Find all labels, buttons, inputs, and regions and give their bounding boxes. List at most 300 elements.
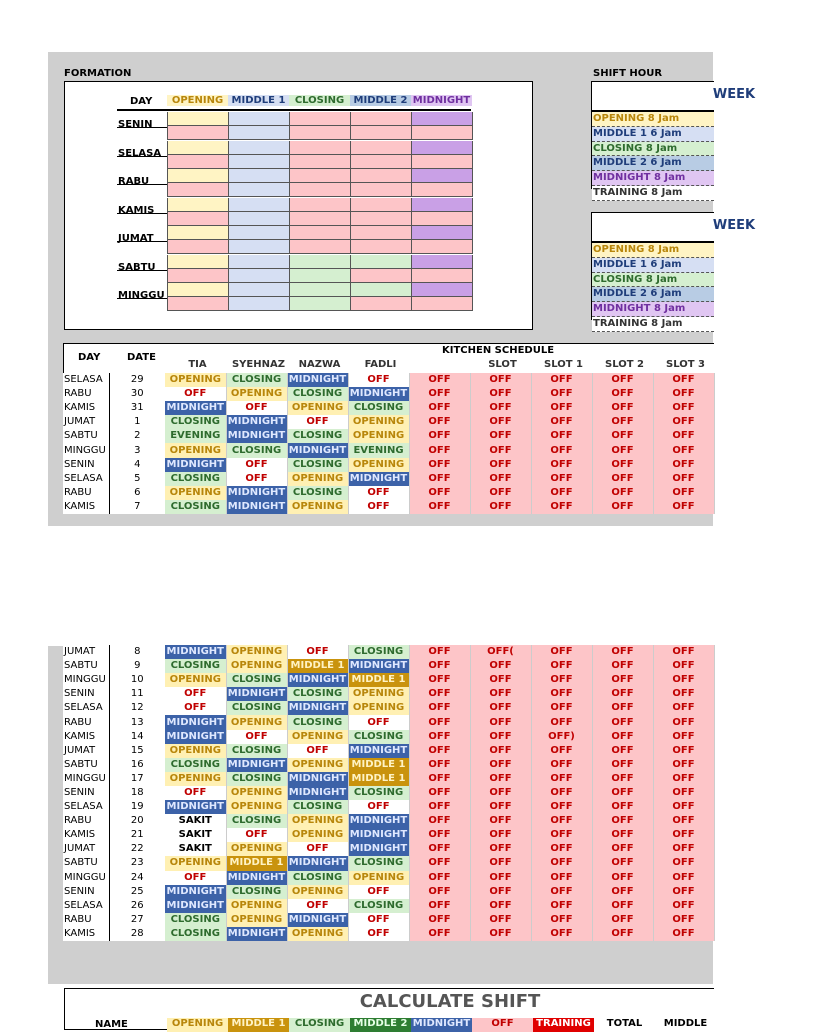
shift-cell[interactable]: CLOSING	[348, 786, 409, 800]
shift-cell[interactable]: OPENING	[165, 673, 226, 687]
formation-cell[interactable]	[350, 297, 412, 311]
shift-cell[interactable]: OFF	[531, 429, 592, 443]
shift-cell[interactable]: OFF	[531, 645, 592, 659]
shift-cell[interactable]: OFF	[592, 828, 653, 842]
shift-cell[interactable]: MIDNIGHT	[226, 486, 287, 500]
shift-cell[interactable]: OFF	[653, 814, 714, 828]
formation-cell[interactable]	[411, 198, 473, 212]
shift-cell[interactable]: OFF	[165, 786, 226, 800]
shift-cell[interactable]: CLOSING	[165, 913, 226, 927]
shift-cell[interactable]: OPENING	[287, 730, 348, 744]
shift-cell[interactable]: OFF	[653, 772, 714, 786]
shift-cell[interactable]: OFF	[531, 687, 592, 701]
shift-cell[interactable]: OPENING	[165, 744, 226, 758]
formation-cell[interactable]	[167, 226, 229, 240]
shift-cell[interactable]: OFF	[531, 856, 592, 870]
shift-cell[interactable]: CLOSING	[287, 871, 348, 885]
formation-cell[interactable]	[289, 126, 351, 140]
shift-cell[interactable]: EVENING	[348, 443, 409, 457]
shift-cell[interactable]: OFF	[470, 443, 531, 457]
shift-cell[interactable]: CLOSING	[287, 387, 348, 401]
shift-cell[interactable]: OFF	[409, 758, 470, 772]
shift-cell[interactable]: OFF	[470, 500, 531, 514]
shift-cell[interactable]: OFF	[653, 701, 714, 715]
shift-cell[interactable]: OFF	[592, 415, 653, 429]
shift-cell[interactable]: OFF	[409, 486, 470, 500]
shift-cell[interactable]: OFF	[653, 786, 714, 800]
formation-cell[interactable]	[289, 141, 351, 155]
formation-cell[interactable]	[411, 255, 473, 269]
shift-cell[interactable]: OFF	[409, 701, 470, 715]
shift-cell[interactable]: MIDNIGHT	[287, 913, 348, 927]
shift-cell[interactable]: OPENING	[287, 885, 348, 899]
formation-cell[interactable]	[228, 155, 290, 169]
shift-cell[interactable]: CLOSING	[348, 899, 409, 913]
formation-cell[interactable]	[228, 212, 290, 226]
shift-cell[interactable]: OFF	[592, 659, 653, 673]
formation-cell[interactable]	[167, 297, 229, 311]
formation-cell[interactable]	[411, 283, 473, 297]
shift-cell[interactable]: OFF	[531, 673, 592, 687]
formation-cell[interactable]	[289, 183, 351, 197]
shift-cell[interactable]: MIDNIGHT	[165, 645, 226, 659]
formation-cell[interactable]	[228, 141, 290, 155]
shift-cell[interactable]: OFF	[409, 715, 470, 729]
shift-cell[interactable]: OFF	[653, 744, 714, 758]
shift-cell[interactable]: OFF	[592, 842, 653, 856]
formation-cell[interactable]	[167, 112, 229, 126]
shift-cell[interactable]: MIDNIGHT	[226, 871, 287, 885]
formation-cell[interactable]	[167, 269, 229, 283]
shift-cell[interactable]: CLOSING	[287, 458, 348, 472]
shift-cell[interactable]: OFF	[470, 913, 531, 927]
formation-cell[interactable]	[289, 212, 351, 226]
formation-cell[interactable]	[350, 283, 412, 297]
shift-cell[interactable]: OFF	[226, 730, 287, 744]
formation-cell[interactable]	[411, 155, 473, 169]
shift-cell[interactable]: OFF	[409, 786, 470, 800]
shift-cell[interactable]: OFF	[531, 659, 592, 673]
shift-cell[interactable]: OFF	[531, 744, 592, 758]
shift-cell[interactable]: CLOSING	[165, 758, 226, 772]
shift-cell[interactable]: CLOSING	[165, 500, 226, 514]
shift-cell[interactable]: OPENING	[287, 758, 348, 772]
formation-cell[interactable]	[167, 155, 229, 169]
shift-cell[interactable]: OFF	[592, 899, 653, 913]
shift-cell[interactable]: SAKIT	[165, 842, 226, 856]
shift-cell[interactable]: OFF	[531, 701, 592, 715]
shift-cell[interactable]: OFF	[287, 842, 348, 856]
shift-cell[interactable]: OFF	[470, 387, 531, 401]
formation-cell[interactable]	[228, 169, 290, 183]
shift-cell[interactable]: OPENING	[165, 486, 226, 500]
shift-cell[interactable]: OFF	[531, 814, 592, 828]
shift-cell[interactable]: MIDNIGHT	[226, 429, 287, 443]
shift-cell[interactable]: CLOSING	[226, 701, 287, 715]
shift-cell[interactable]: OFF	[653, 500, 714, 514]
shift-cell[interactable]: OFF	[470, 715, 531, 729]
shift-cell[interactable]: OFF	[409, 772, 470, 786]
shift-cell[interactable]: OFF	[592, 387, 653, 401]
shift-cell[interactable]: OFF	[592, 373, 653, 387]
shift-cell[interactable]: OPENING	[287, 927, 348, 941]
shift-cell[interactable]: OFF	[653, 458, 714, 472]
shift-cell[interactable]: OFF	[592, 687, 653, 701]
shift-cell[interactable]: CLOSING	[226, 814, 287, 828]
shift-cell[interactable]: OFF	[531, 373, 592, 387]
shift-cell[interactable]: OFF	[287, 645, 348, 659]
shift-cell[interactable]: OFF	[531, 772, 592, 786]
shift-cell[interactable]: MIDNIGHT	[226, 500, 287, 514]
formation-cell[interactable]	[167, 183, 229, 197]
shift-cell[interactable]: CLOSING	[348, 645, 409, 659]
shift-cell[interactable]: OFF	[592, 500, 653, 514]
shift-cell[interactable]: OFF	[592, 472, 653, 486]
shift-cell[interactable]: OFF	[409, 373, 470, 387]
formation-cell[interactable]	[289, 255, 351, 269]
shift-cell[interactable]: CLOSING	[226, 772, 287, 786]
shift-cell[interactable]: OFF	[470, 744, 531, 758]
shift-cell[interactable]: OFF	[226, 472, 287, 486]
shift-cell[interactable]: OPENING	[226, 899, 287, 913]
shift-cell[interactable]: MIDNIGHT	[348, 842, 409, 856]
shift-cell[interactable]: OFF	[531, 786, 592, 800]
shift-cell[interactable]: OFF	[470, 828, 531, 842]
formation-cell[interactable]	[411, 212, 473, 226]
shift-cell[interactable]: OFF	[531, 913, 592, 927]
shift-cell[interactable]: OFF	[409, 500, 470, 514]
shift-cell[interactable]: CLOSING	[348, 730, 409, 744]
shift-cell[interactable]: OFF(	[470, 645, 531, 659]
shift-cell[interactable]: OFF	[592, 486, 653, 500]
shift-cell[interactable]: OFF	[409, 856, 470, 870]
shift-cell[interactable]: OFF	[470, 415, 531, 429]
shift-cell[interactable]: OFF	[531, 387, 592, 401]
formation-cell[interactable]	[228, 255, 290, 269]
shift-cell[interactable]: OFF	[470, 673, 531, 687]
shift-cell[interactable]: OFF	[470, 401, 531, 415]
shift-cell[interactable]: OPENING	[287, 401, 348, 415]
shift-cell[interactable]: CLOSING	[226, 673, 287, 687]
shift-cell[interactable]: OFF	[531, 885, 592, 899]
formation-cell[interactable]	[228, 240, 290, 254]
shift-cell[interactable]: OFF	[470, 871, 531, 885]
shift-cell[interactable]: MIDNIGHT	[287, 443, 348, 457]
shift-cell[interactable]: MIDNIGHT	[348, 828, 409, 842]
shift-cell[interactable]: OFF	[531, 842, 592, 856]
shift-cell[interactable]: OPENING	[226, 913, 287, 927]
shift-cell[interactable]: OFF	[592, 458, 653, 472]
shift-cell[interactable]: OFF	[470, 687, 531, 701]
shift-cell[interactable]: MIDDLE 1	[226, 856, 287, 870]
shift-cell[interactable]: MIDNIGHT	[287, 786, 348, 800]
shift-cell[interactable]: OFF	[653, 443, 714, 457]
shift-cell[interactable]: OFF	[348, 927, 409, 941]
shift-cell[interactable]: OFF	[653, 472, 714, 486]
shift-cell[interactable]: OPENING	[348, 871, 409, 885]
formation-cell[interactable]	[289, 226, 351, 240]
shift-cell[interactable]: OFF	[653, 415, 714, 429]
shift-cell[interactable]: OFF	[592, 744, 653, 758]
shift-cell[interactable]: CLOSING	[348, 856, 409, 870]
shift-cell[interactable]: OFF	[409, 472, 470, 486]
shift-cell[interactable]: OFF	[409, 673, 470, 687]
shift-cell[interactable]: MIDNIGHT	[348, 744, 409, 758]
shift-cell[interactable]: CLOSING	[226, 744, 287, 758]
shift-cell[interactable]: CLOSING	[165, 659, 226, 673]
formation-cell[interactable]	[350, 141, 412, 155]
shift-cell[interactable]: OFF	[287, 744, 348, 758]
shift-cell[interactable]: OFF	[409, 687, 470, 701]
formation-cell[interactable]	[167, 255, 229, 269]
formation-cell[interactable]	[167, 141, 229, 155]
formation-cell[interactable]	[350, 212, 412, 226]
shift-cell[interactable]: OFF	[409, 871, 470, 885]
shift-cell[interactable]: OFF	[470, 486, 531, 500]
shift-cell[interactable]: CLOSING	[287, 715, 348, 729]
shift-cell[interactable]: OFF	[653, 927, 714, 941]
shift-cell[interactable]: OFF	[531, 458, 592, 472]
shift-cell[interactable]: OFF	[592, 645, 653, 659]
shift-cell[interactable]: SAKIT	[165, 828, 226, 842]
shift-cell[interactable]: OFF	[531, 486, 592, 500]
formation-cell[interactable]	[411, 169, 473, 183]
shift-cell[interactable]: MIDNIGHT	[348, 814, 409, 828]
shift-cell[interactable]: MIDNIGHT	[165, 715, 226, 729]
shift-cell[interactable]: MIDNIGHT	[165, 730, 226, 744]
shift-cell[interactable]: CLOSING	[165, 927, 226, 941]
shift-cell[interactable]: OFF	[348, 800, 409, 814]
shift-cell[interactable]: OFF	[592, 701, 653, 715]
shift-cell[interactable]: MIDDLE 1	[348, 772, 409, 786]
shift-cell[interactable]: MIDNIGHT	[226, 415, 287, 429]
shift-cell[interactable]: OPENING	[287, 828, 348, 842]
formation-cell[interactable]	[411, 183, 473, 197]
shift-cell[interactable]: OFF	[226, 828, 287, 842]
shift-cell[interactable]: OFF	[531, 871, 592, 885]
shift-cell[interactable]: OFF	[653, 871, 714, 885]
shift-cell[interactable]: OPENING	[226, 842, 287, 856]
shift-cell[interactable]: OFF	[470, 472, 531, 486]
shift-cell[interactable]: MIDDLE 1	[348, 673, 409, 687]
formation-cell[interactable]	[167, 126, 229, 140]
shift-cell[interactable]: OFF	[592, 885, 653, 899]
shift-cell[interactable]: MIDNIGHT	[226, 687, 287, 701]
shift-cell[interactable]: OFF	[409, 927, 470, 941]
shift-cell[interactable]: OFF	[653, 899, 714, 913]
shift-cell[interactable]: OFF	[470, 659, 531, 673]
shift-cell[interactable]: OFF	[409, 401, 470, 415]
shift-cell[interactable]: OFF)	[531, 730, 592, 744]
shift-cell[interactable]: OFF	[531, 828, 592, 842]
shift-cell[interactable]: OFF	[470, 458, 531, 472]
shift-cell[interactable]: OFF	[165, 701, 226, 715]
shift-cell[interactable]: OFF	[409, 387, 470, 401]
shift-cell[interactable]: OFF	[653, 659, 714, 673]
shift-cell[interactable]: OFF	[531, 800, 592, 814]
shift-cell[interactable]: OFF	[165, 687, 226, 701]
formation-cell[interactable]	[411, 226, 473, 240]
formation-cell[interactable]	[411, 269, 473, 283]
shift-cell[interactable]: OFF	[653, 687, 714, 701]
shift-cell[interactable]: OFF	[409, 800, 470, 814]
shift-cell[interactable]: OFF	[592, 401, 653, 415]
formation-cell[interactable]	[167, 212, 229, 226]
formation-cell[interactable]	[289, 169, 351, 183]
shift-cell[interactable]: OFF	[531, 758, 592, 772]
shift-cell[interactable]: OPENING	[287, 500, 348, 514]
shift-cell[interactable]: OFF	[592, 814, 653, 828]
shift-cell[interactable]: OFF	[287, 415, 348, 429]
shift-cell[interactable]: OFF	[653, 730, 714, 744]
shift-cell[interactable]: OFF	[165, 871, 226, 885]
shift-cell[interactable]: MIDNIGHT	[348, 472, 409, 486]
shift-cell[interactable]: OFF	[409, 429, 470, 443]
shift-cell[interactable]: CLOSING	[348, 401, 409, 415]
shift-cell[interactable]: OFF	[592, 715, 653, 729]
formation-cell[interactable]	[350, 169, 412, 183]
formation-cell[interactable]	[350, 226, 412, 240]
shift-cell[interactable]: OFF	[653, 373, 714, 387]
shift-cell[interactable]: OFF	[531, 443, 592, 457]
shift-cell[interactable]: OPENING	[226, 659, 287, 673]
shift-cell[interactable]: MIDNIGHT	[287, 856, 348, 870]
shift-cell[interactable]: OFF	[653, 758, 714, 772]
formation-cell[interactable]	[167, 283, 229, 297]
shift-cell[interactable]: OFF	[470, 927, 531, 941]
shift-cell[interactable]: CLOSING	[165, 472, 226, 486]
formation-cell[interactable]	[350, 155, 412, 169]
formation-cell[interactable]	[228, 112, 290, 126]
shift-cell[interactable]: MIDNIGHT	[287, 772, 348, 786]
shift-cell[interactable]: OFF	[531, 715, 592, 729]
shift-cell[interactable]: OFF	[470, 730, 531, 744]
shift-cell[interactable]: OPENING	[226, 715, 287, 729]
shift-cell[interactable]: OFF	[287, 899, 348, 913]
shift-cell[interactable]: OFF	[409, 885, 470, 899]
shift-cell[interactable]: MIDNIGHT	[287, 701, 348, 715]
shift-cell[interactable]: CLOSING	[226, 443, 287, 457]
shift-cell[interactable]: OFF	[592, 758, 653, 772]
formation-cell[interactable]	[228, 226, 290, 240]
shift-cell[interactable]: OFF	[653, 856, 714, 870]
shift-cell[interactable]: MIDNIGHT	[226, 927, 287, 941]
shift-cell[interactable]: OFF	[409, 842, 470, 856]
shift-cell[interactable]: OFF	[409, 415, 470, 429]
formation-cell[interactable]	[350, 126, 412, 140]
shift-cell[interactable]: OPENING	[165, 856, 226, 870]
shift-cell[interactable]: OFF	[470, 814, 531, 828]
shift-cell[interactable]: MIDNIGHT	[287, 673, 348, 687]
shift-cell[interactable]: CLOSING	[287, 800, 348, 814]
formation-cell[interactable]	[289, 283, 351, 297]
shift-cell[interactable]: MIDNIGHT	[226, 758, 287, 772]
shift-cell[interactable]: OFF	[653, 715, 714, 729]
shift-cell[interactable]: OPENING	[226, 786, 287, 800]
shift-cell[interactable]: OFF	[653, 913, 714, 927]
shift-cell[interactable]: CLOSING	[226, 885, 287, 899]
formation-cell[interactable]	[350, 240, 412, 254]
shift-cell[interactable]: OFF	[470, 899, 531, 913]
formation-cell[interactable]	[411, 240, 473, 254]
shift-cell[interactable]: OFF	[348, 715, 409, 729]
shift-cell[interactable]: OPENING	[165, 772, 226, 786]
shift-cell[interactable]: OFF	[470, 856, 531, 870]
shift-cell[interactable]: OPENING	[348, 458, 409, 472]
formation-cell[interactable]	[411, 126, 473, 140]
shift-cell[interactable]: MIDNIGHT	[348, 659, 409, 673]
shift-cell[interactable]: MIDNIGHT	[348, 387, 409, 401]
formation-cell[interactable]	[289, 198, 351, 212]
shift-cell[interactable]: OFF	[592, 913, 653, 927]
shift-cell[interactable]: OFF	[653, 800, 714, 814]
shift-cell[interactable]: OFF	[653, 842, 714, 856]
formation-cell[interactable]	[289, 155, 351, 169]
shift-cell[interactable]: OFF	[592, 429, 653, 443]
shift-cell[interactable]: OFF	[409, 828, 470, 842]
shift-cell[interactable]: OPENING	[226, 387, 287, 401]
shift-cell[interactable]: OFF	[531, 401, 592, 415]
shift-cell[interactable]: CLOSING	[287, 687, 348, 701]
shift-cell[interactable]: CLOSING	[226, 373, 287, 387]
formation-cell[interactable]	[350, 269, 412, 283]
shift-cell[interactable]: OFF	[653, 885, 714, 899]
shift-cell[interactable]: OFF	[592, 856, 653, 870]
formation-cell[interactable]	[167, 198, 229, 212]
formation-cell[interactable]	[350, 112, 412, 126]
formation-cell[interactable]	[228, 126, 290, 140]
shift-cell[interactable]: OFF	[531, 500, 592, 514]
shift-cell[interactable]: MIDNIGHT	[165, 800, 226, 814]
shift-cell[interactable]: OFF	[409, 645, 470, 659]
formation-cell[interactable]	[228, 183, 290, 197]
shift-cell[interactable]: OFF	[470, 772, 531, 786]
formation-cell[interactable]	[228, 198, 290, 212]
shift-cell[interactable]: MIDDLE 1	[287, 659, 348, 673]
shift-cell[interactable]: OFF	[592, 730, 653, 744]
formation-cell[interactable]	[411, 297, 473, 311]
shift-cell[interactable]: MIDNIGHT	[165, 899, 226, 913]
formation-cell[interactable]	[350, 198, 412, 212]
shift-cell[interactable]: OPENING	[348, 687, 409, 701]
shift-cell[interactable]: OFF	[592, 871, 653, 885]
shift-cell[interactable]: OFF	[592, 927, 653, 941]
shift-cell[interactable]: OFF	[165, 387, 226, 401]
formation-cell[interactable]	[167, 240, 229, 254]
shift-cell[interactable]: MIDNIGHT	[165, 401, 226, 415]
formation-cell[interactable]	[350, 183, 412, 197]
shift-cell[interactable]: OFF	[226, 458, 287, 472]
shift-cell[interactable]: SAKIT	[165, 814, 226, 828]
shift-cell[interactable]: OPENING	[226, 645, 287, 659]
shift-cell[interactable]: OPENING	[287, 472, 348, 486]
formation-cell[interactable]	[167, 169, 229, 183]
formation-cell[interactable]	[411, 112, 473, 126]
shift-cell[interactable]: MIDNIGHT	[287, 373, 348, 387]
shift-cell[interactable]: OPENING	[226, 800, 287, 814]
shift-cell[interactable]: OFF	[470, 758, 531, 772]
shift-cell[interactable]: OFF	[470, 800, 531, 814]
shift-cell[interactable]: OFF	[653, 673, 714, 687]
shift-cell[interactable]: OFF	[592, 673, 653, 687]
shift-cell[interactable]: OPENING	[348, 415, 409, 429]
shift-cell[interactable]: MIDNIGHT	[165, 885, 226, 899]
shift-cell[interactable]: EVENING	[165, 429, 226, 443]
formation-cell[interactable]	[289, 269, 351, 283]
shift-cell[interactable]: OFF	[531, 927, 592, 941]
shift-cell[interactable]: OFF	[348, 913, 409, 927]
shift-cell[interactable]: OFF	[348, 500, 409, 514]
